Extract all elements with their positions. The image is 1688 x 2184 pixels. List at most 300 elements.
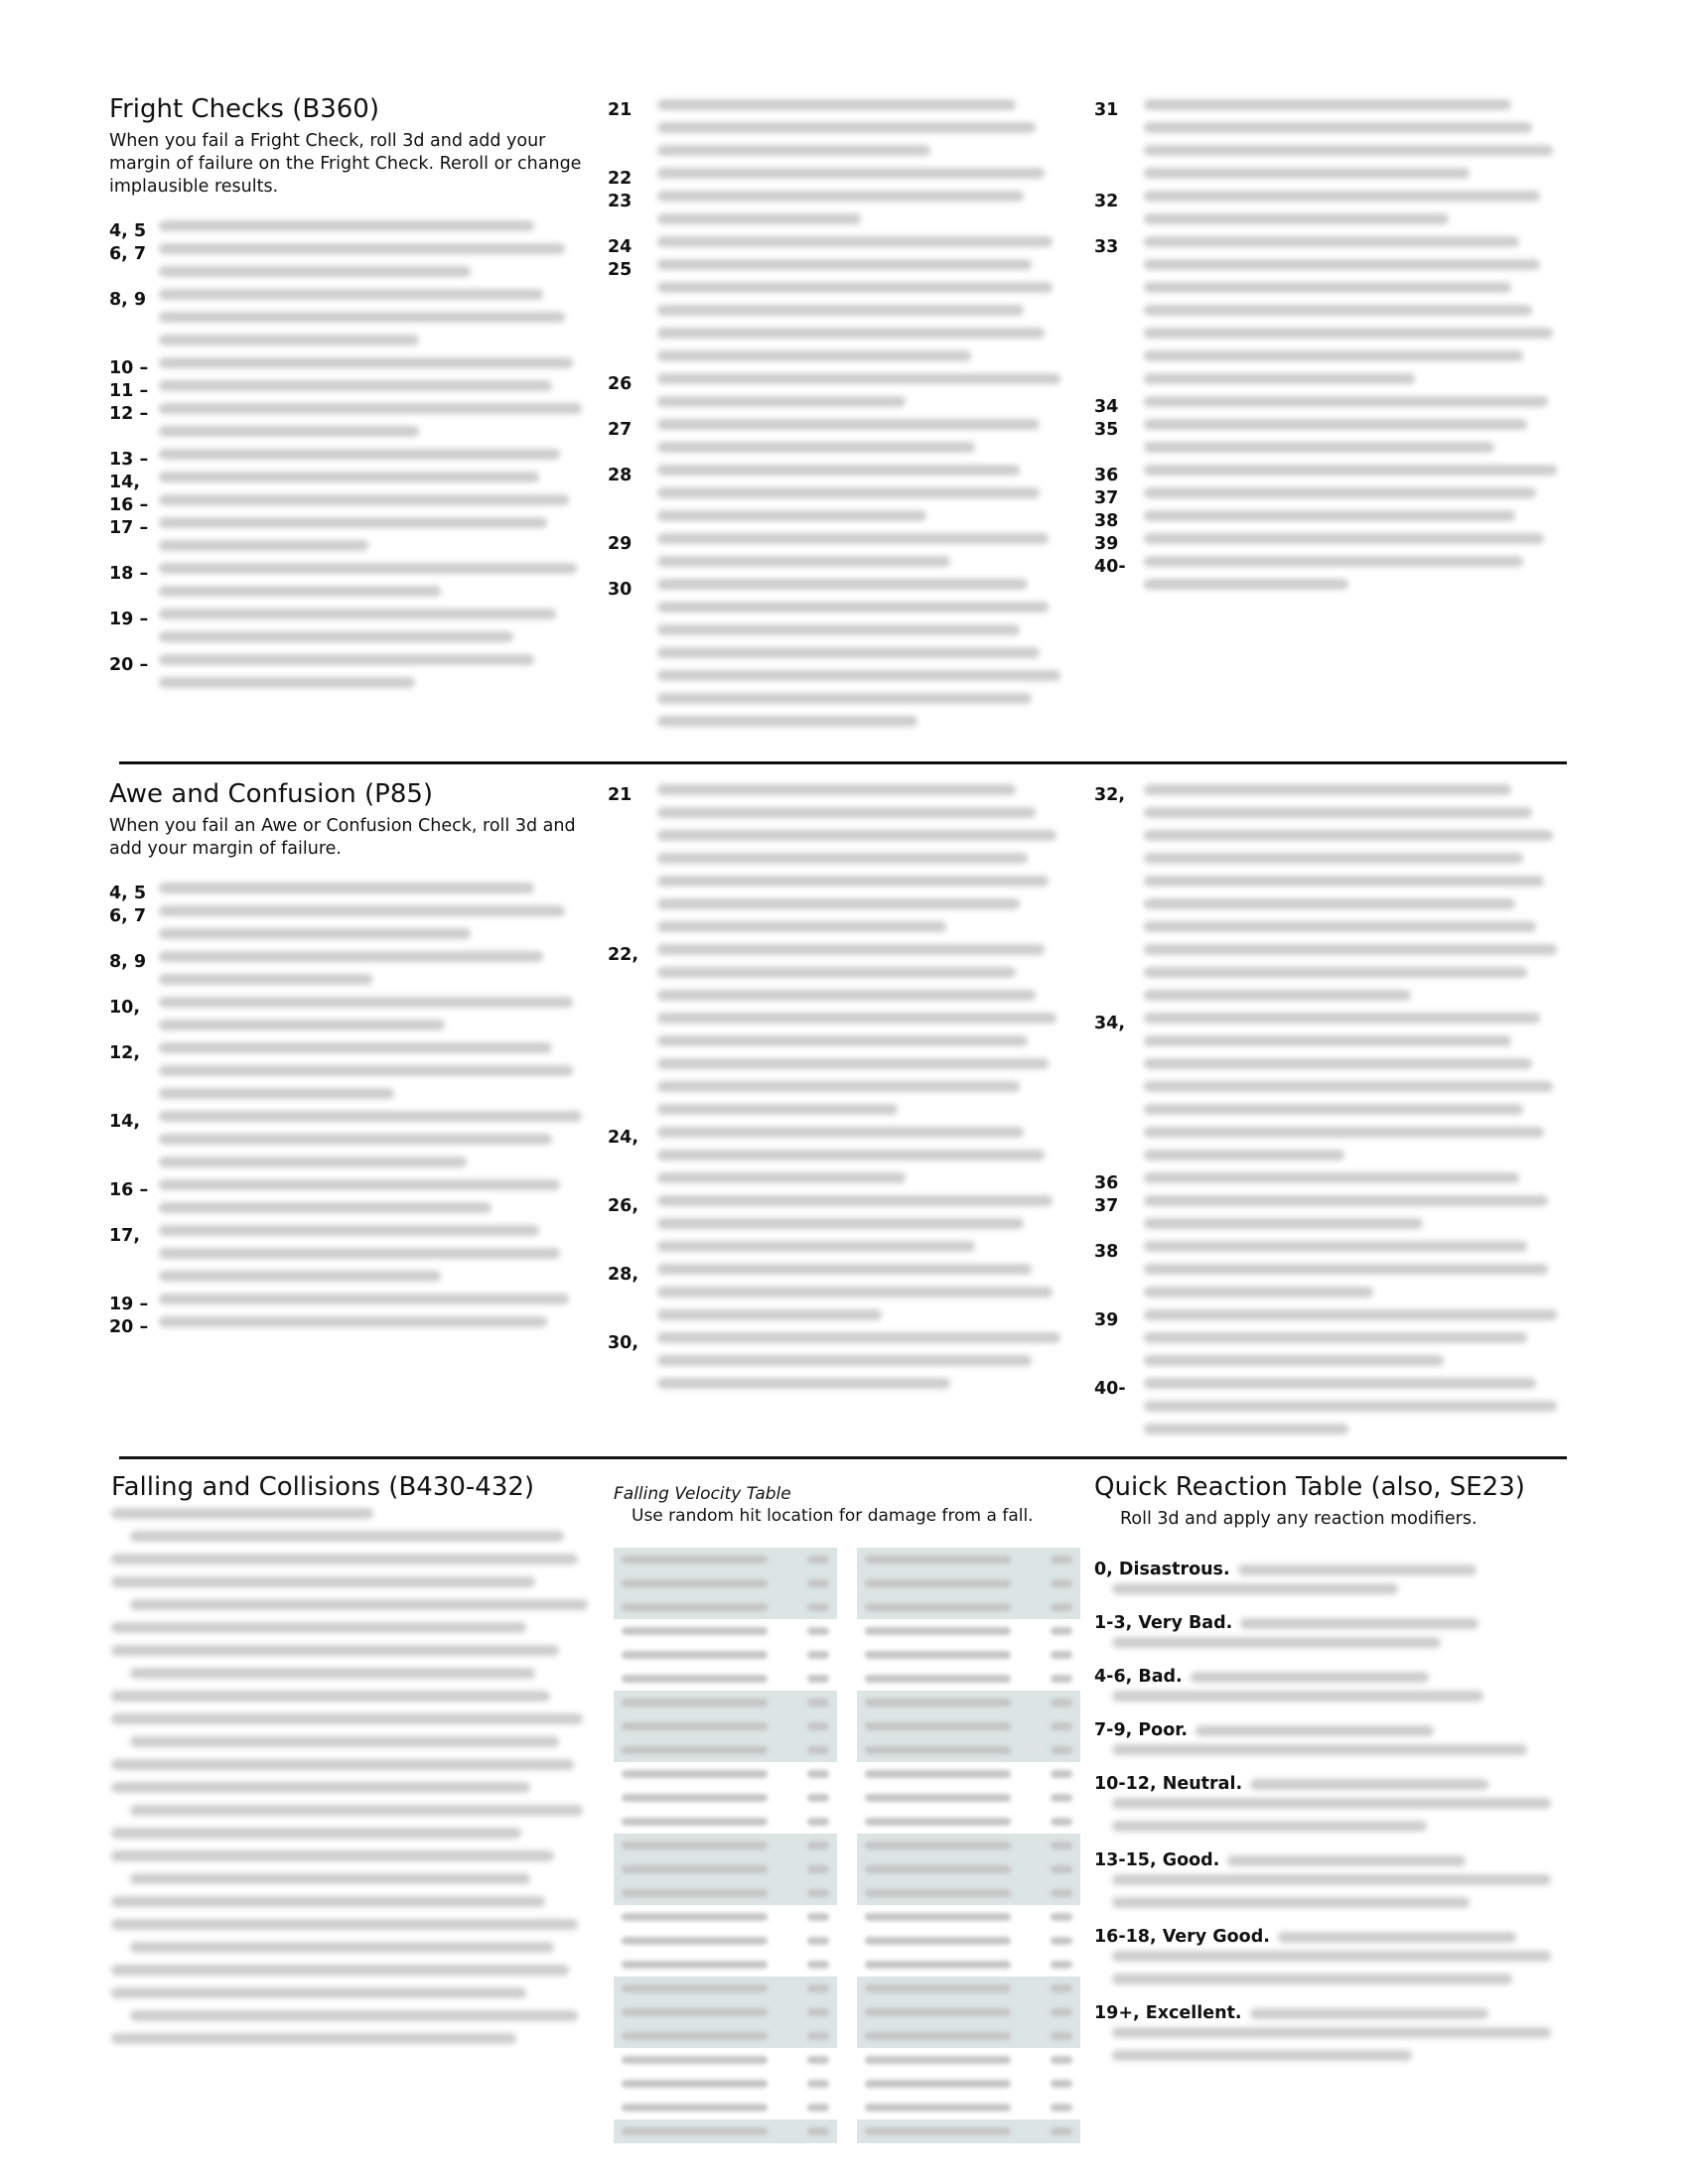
obscured-text-line — [111, 1576, 535, 1587]
entry-number: 30 — [608, 580, 633, 600]
obscured-text-line — [159, 1111, 582, 1122]
obscured-cell — [865, 2080, 1011, 2088]
list-item — [109, 1225, 586, 1282]
obscured-text-line — [657, 853, 1028, 864]
obscured-cell — [865, 2032, 1011, 2040]
obscured-cell — [865, 2056, 1011, 2064]
obscured-text-line — [1144, 373, 1415, 384]
obscured-cell — [807, 1675, 829, 1683]
obscured-cell — [1051, 1794, 1072, 1802]
obscured-cell — [1051, 1722, 1072, 1730]
obscured-text-line — [1144, 1241, 1527, 1252]
table-row — [857, 1691, 1080, 1714]
list-item — [608, 1264, 1064, 1320]
section-divider-1 — [119, 761, 1567, 764]
list-item — [608, 784, 1064, 932]
table-row — [614, 1881, 837, 1905]
fright-list-1 — [109, 220, 586, 688]
obscured-cell — [622, 1913, 768, 1921]
obscured-cell — [622, 1865, 768, 1873]
obscured-text-line — [159, 1020, 445, 1030]
obscured-cell — [1051, 1699, 1072, 1706]
table-row — [857, 1714, 1080, 1738]
table-row — [857, 1667, 1080, 1691]
obscured-text-line — [1144, 967, 1527, 978]
obscured-text-line — [159, 883, 534, 893]
table-row — [614, 1786, 837, 1810]
velocity-table-column — [857, 1548, 1080, 2143]
obscured-text-line — [111, 1691, 550, 1702]
obscured-text-line — [1144, 442, 1494, 453]
obscured-text-line — [1144, 807, 1532, 818]
awe-confusion-section — [109, 779, 1569, 1434]
obscured-text-line — [111, 1850, 554, 1861]
obscured-text-line — [159, 1202, 492, 1213]
list-item — [109, 243, 586, 277]
reaction-subtitle: Roll 3d and apply any reaction modifiers. — [1120, 1509, 1477, 1529]
obscured-cell — [807, 1889, 829, 1897]
table-row — [614, 1595, 837, 1619]
table-row — [857, 1548, 1080, 1571]
obscured-text-line — [159, 335, 419, 345]
obscured-text-line — [1196, 1725, 1434, 1736]
table-row — [857, 2119, 1080, 2143]
obscured-text-line — [159, 540, 368, 551]
table-row — [614, 2000, 837, 2024]
obscured-text-line — [657, 191, 1024, 202]
obscured-cell — [865, 2127, 1011, 2135]
obscured-text-line — [159, 609, 556, 619]
entry-number: 22 — [608, 169, 633, 189]
obscured-text-line — [1144, 350, 1523, 361]
entry-number: 25 — [608, 260, 633, 280]
reaction-item — [1094, 1773, 1571, 1832]
table-row — [857, 2000, 1080, 2024]
obscured-cell — [622, 1961, 768, 1969]
obscured-text-line — [657, 898, 1020, 909]
table-row — [857, 2048, 1080, 2072]
fright-checks-section — [109, 94, 1569, 750]
obscured-text-line — [657, 1309, 882, 1320]
list-item — [109, 380, 586, 401]
list-item — [1094, 465, 1561, 485]
entry-number: 38 — [1094, 511, 1119, 531]
list-item — [109, 1316, 586, 1337]
obscured-text-line — [1227, 1855, 1466, 1866]
list-item — [109, 1111, 586, 1167]
obscured-cell — [865, 1889, 1011, 1897]
obscured-text-line — [657, 693, 1032, 704]
table-row — [614, 2096, 837, 2119]
obscured-cell — [865, 1842, 1011, 1849]
table-row — [614, 1810, 837, 1834]
obscured-text-line — [657, 1378, 950, 1389]
entry-number: 39 — [1094, 1310, 1119, 1330]
list-item — [109, 357, 586, 378]
obscured-text-line — [130, 1873, 530, 1884]
entry-number: 36 — [1094, 1173, 1119, 1193]
obscured-text-line — [1278, 1932, 1516, 1943]
reaction-label: 16-18, Very Good. — [1094, 1927, 1270, 1947]
list-item — [1094, 1241, 1561, 1297]
list-item — [608, 1195, 1064, 1252]
obscured-text-line — [657, 396, 906, 407]
obscured-text-line — [111, 1759, 574, 1770]
table-row — [857, 1571, 1080, 1595]
obscured-text-line — [657, 1287, 1053, 1297]
obscured-text-line — [1144, 1195, 1548, 1206]
obscured-cell — [865, 1579, 1011, 1587]
list-item — [109, 951, 586, 985]
obscured-text-line — [159, 494, 569, 505]
list-item — [109, 997, 586, 1030]
obscured-cell — [865, 1675, 1011, 1683]
obscured-cell — [807, 2056, 829, 2064]
entry-number: 23 — [608, 192, 633, 211]
obscured-text-line — [657, 168, 1045, 179]
reaction-item — [1094, 1926, 1571, 1984]
obscured-cell — [1051, 1770, 1072, 1778]
list-item — [1094, 419, 1561, 453]
obscured-text-line — [1144, 1332, 1527, 1343]
obscured-text-line — [1144, 876, 1544, 887]
reaction-label: 4-6, Bad. — [1094, 1667, 1183, 1687]
obscured-text-line — [159, 1042, 552, 1053]
entry-number: 18 – — [109, 564, 149, 584]
entry-number: 10, — [109, 998, 141, 1018]
falling-col — [111, 1472, 588, 2056]
entry-number: 28 — [608, 466, 633, 485]
fright-title: Fright Checks (B360) — [109, 94, 379, 124]
reaction-item — [1094, 1719, 1571, 1755]
obscured-text-line — [1144, 1035, 1511, 1046]
obscured-cell — [622, 1794, 768, 1802]
reaction-label: 7-9, Poor. — [1094, 1720, 1189, 1740]
table-row — [857, 1857, 1080, 1881]
obscured-text-line — [657, 670, 1060, 681]
table-row — [614, 1548, 837, 1571]
obscured-cell — [1051, 1842, 1072, 1849]
obscured-text-line — [130, 1668, 535, 1679]
entry-number: 26, — [608, 1196, 639, 1216]
awe-col-3 — [1094, 779, 1561, 1446]
obscured-text-line — [159, 631, 513, 642]
list-item — [109, 1042, 586, 1099]
section-divider-2 — [119, 1456, 1567, 1459]
list-item — [608, 944, 1064, 1115]
obscured-text-line — [130, 2010, 578, 2021]
obscured-cell — [622, 2104, 768, 2112]
entry-number: 21 — [608, 785, 633, 805]
entry-number: 17, — [109, 1226, 141, 1246]
reaction-item — [1094, 2002, 1571, 2061]
obscured-text-line — [1144, 168, 1470, 179]
entry-number: 30, — [608, 1333, 639, 1353]
entry-number: 22, — [608, 945, 639, 965]
obscured-cell — [622, 2032, 768, 2040]
table-row — [857, 1810, 1080, 1834]
obscured-cell — [622, 1842, 768, 1849]
obscured-text-line — [159, 1248, 560, 1259]
entry-number: 24, — [608, 1128, 639, 1148]
entry-number: 8, 9 — [109, 952, 147, 972]
list-item — [608, 419, 1064, 453]
obscured-text-line — [130, 1599, 588, 1610]
table-row — [857, 1977, 1080, 2000]
obscured-text-line — [159, 357, 573, 368]
list-item — [109, 609, 586, 642]
obscured-text-line — [657, 1355, 1032, 1366]
entry-number: 20 – — [109, 1317, 149, 1337]
table-row — [857, 1643, 1080, 1667]
obscured-text-line — [111, 1782, 530, 1793]
obscured-text-line — [1144, 556, 1523, 567]
obscured-cell — [807, 1699, 829, 1706]
obscured-text-line — [1144, 1309, 1557, 1320]
table-row — [857, 1619, 1080, 1643]
obscured-cell — [1051, 1627, 1072, 1635]
entry-number: 32 — [1094, 192, 1119, 211]
list-item — [109, 1179, 586, 1213]
obscured-text-line — [111, 1713, 583, 1724]
obscured-cell — [807, 2032, 829, 2040]
obscured-cell — [865, 1722, 1011, 1730]
obscured-text-line — [159, 1179, 560, 1190]
list-item — [109, 472, 586, 492]
obscured-text-line — [159, 563, 577, 574]
obscured-text-line — [1250, 2008, 1488, 2019]
list-item — [109, 883, 586, 903]
falling-title: Falling and Collisions (B430-432) — [111, 1472, 535, 1502]
reaction-label: 0, Disastrous. — [1094, 1560, 1230, 1579]
list-item — [109, 289, 586, 345]
table-row — [614, 1714, 837, 1738]
list-item — [608, 465, 1064, 521]
list-item — [608, 579, 1064, 727]
obscured-cell — [865, 1961, 1011, 1969]
reaction-label: 13-15, Good. — [1094, 1850, 1220, 1870]
obscured-cell — [807, 1556, 829, 1564]
obscured-text-line — [159, 312, 565, 323]
obscured-text-line — [111, 1919, 578, 1930]
awe-list-1 — [109, 883, 586, 1337]
table-row — [857, 1834, 1080, 1857]
list-item — [1094, 556, 1561, 590]
entry-number: 27 — [608, 420, 633, 440]
obscured-text-line — [657, 350, 971, 361]
entry-number: 14, — [109, 1112, 141, 1132]
list-item — [109, 1294, 586, 1314]
obscured-text-line — [111, 1965, 569, 1976]
obscured-text-line — [657, 1081, 1020, 1092]
table-row — [614, 1929, 837, 1953]
obscured-text-line — [657, 624, 1020, 635]
obscured-text-line — [657, 465, 1020, 476]
obscured-text-line — [1144, 944, 1557, 955]
obscured-cell — [622, 1603, 768, 1611]
list-item — [608, 168, 1064, 189]
obscured-cell — [865, 2104, 1011, 2112]
obscured-cell — [1051, 2104, 1072, 2112]
obscured-cell — [807, 1651, 829, 1659]
list-item — [608, 373, 1064, 407]
obscured-text-line — [111, 1554, 578, 1565]
entry-number: 40- — [1094, 557, 1126, 577]
table-row — [614, 1619, 837, 1643]
obscured-text-line — [1144, 1401, 1557, 1412]
obscured-text-line — [1112, 1897, 1470, 1908]
obscured-text-line — [1144, 282, 1511, 293]
entry-number: 34, — [1094, 1014, 1126, 1033]
fright-list-2 — [608, 99, 1064, 727]
obscured-text-line — [1144, 1172, 1519, 1183]
obscured-cell — [622, 2127, 768, 2135]
obscured-cell — [865, 1603, 1011, 1611]
obscured-text-line — [1144, 259, 1540, 270]
obscured-cell — [807, 1770, 829, 1778]
table-row — [614, 1667, 837, 1691]
entry-number: 37 — [1094, 1196, 1119, 1216]
obscured-cell — [1051, 2080, 1072, 2088]
reaction-label: 1-3, Very Bad. — [1094, 1613, 1233, 1633]
obscured-text-line — [1144, 1264, 1548, 1275]
reaction-item — [1094, 1612, 1571, 1648]
obscured-text-line — [657, 1058, 1049, 1069]
obscured-text-line — [657, 510, 926, 521]
obscured-text-line — [657, 305, 1024, 316]
entry-number: 12, — [109, 1043, 141, 1063]
obscured-cell — [1051, 1984, 1072, 1992]
obscured-text-line — [1144, 898, 1515, 909]
obscured-text-line — [1144, 1150, 1344, 1160]
obscured-cell — [1051, 1746, 1072, 1754]
obscured-text-line — [1112, 2050, 1412, 2061]
obscured-text-line — [1144, 305, 1532, 316]
obscured-text-line — [111, 1508, 373, 1519]
obscured-cell — [622, 1579, 768, 1587]
obscured-cell — [622, 1675, 768, 1683]
table-row — [614, 1643, 837, 1667]
obscured-cell — [1051, 2056, 1072, 2064]
obscured-text-line — [111, 1896, 545, 1907]
obscured-cell — [865, 1770, 1011, 1778]
list-item — [1094, 191, 1561, 224]
obscured-cell — [622, 1770, 768, 1778]
obscured-text-line — [1144, 122, 1532, 133]
obscured-text-line — [1112, 2027, 1551, 2038]
obscured-cell — [622, 1556, 768, 1564]
obscured-text-line — [159, 951, 543, 962]
obscured-cell — [622, 1984, 768, 1992]
obscured-cell — [807, 1865, 829, 1873]
obscured-text-line — [130, 1805, 583, 1816]
obscured-cell — [865, 1556, 1011, 1564]
obscured-cell — [622, 2056, 768, 2064]
obscured-cell — [622, 2080, 768, 2088]
list-item — [1094, 510, 1561, 531]
obscured-text-line — [657, 373, 1060, 384]
obscured-text-line — [1144, 784, 1511, 795]
obscured-cell — [807, 1603, 829, 1611]
obscured-text-line — [657, 1104, 898, 1115]
table-row — [614, 2072, 837, 2096]
entry-number: 4, 5 — [109, 221, 147, 241]
obscured-text-line — [1144, 830, 1553, 841]
obscured-text-line — [1144, 1127, 1544, 1138]
obscured-text-line — [1112, 1583, 1398, 1594]
obscured-text-line — [159, 677, 415, 688]
obscured-cell — [622, 1627, 768, 1635]
list-item — [1094, 1013, 1561, 1160]
list-item — [1094, 236, 1561, 384]
obscured-cell — [807, 2080, 829, 2088]
entry-number: 32, — [1094, 785, 1126, 805]
velocity-table-column — [614, 1548, 837, 2143]
obscured-cell — [807, 2008, 829, 2016]
obscured-cell — [807, 1722, 829, 1730]
fright-col-3 — [1094, 94, 1561, 602]
table-row — [614, 1762, 837, 1786]
entry-number: 40- — [1094, 1379, 1126, 1399]
obscured-text-line — [159, 1271, 441, 1282]
table-row — [857, 1595, 1080, 1619]
table-row — [614, 1571, 837, 1595]
list-item — [109, 494, 586, 515]
table-row — [857, 1738, 1080, 1762]
obscured-text-line — [130, 1531, 564, 1542]
obscured-text-line — [159, 403, 582, 414]
obscured-text-line — [657, 1035, 1028, 1046]
obscured-text-line — [657, 921, 946, 932]
obscured-text-line — [111, 2033, 516, 2044]
obscured-text-line — [1144, 487, 1536, 498]
obscured-text-line — [657, 122, 1036, 133]
table-row — [614, 2048, 837, 2072]
entry-number: 11 – — [109, 381, 149, 401]
obscured-text-line — [657, 1150, 1045, 1160]
obscured-text-line — [1144, 510, 1515, 521]
reaction-item — [1094, 1849, 1571, 1908]
entry-number: 16 – — [109, 1180, 149, 1200]
obscured-text-line — [657, 944, 1045, 955]
obscured-cell — [1051, 1818, 1072, 1826]
obscured-text-line — [657, 236, 1053, 247]
table-row — [857, 1929, 1080, 1953]
obscured-text-line — [657, 442, 975, 453]
obscured-text-line — [1144, 1104, 1523, 1115]
obscured-cell — [865, 1746, 1011, 1754]
entry-number: 21 — [608, 100, 633, 120]
list-item — [608, 236, 1064, 257]
obscured-text-line — [1144, 1378, 1536, 1389]
obscured-text-line — [1144, 990, 1411, 1001]
obscured-text-line — [159, 220, 534, 231]
obscured-text-line — [1112, 1821, 1427, 1832]
velocity-subtitle: Use random hit location for damage from a fall. — [632, 1506, 1034, 1526]
obscured-text-line — [159, 449, 560, 460]
obscured-text-line — [657, 1218, 1024, 1229]
obscured-cell — [1051, 1865, 1072, 1873]
obscured-cell — [622, 2008, 768, 2016]
obscured-text-line — [111, 1622, 526, 1633]
obscured-text-line — [1144, 921, 1536, 932]
obscured-text-line — [1144, 579, 1348, 590]
obscured-text-line — [159, 472, 539, 482]
obscured-text-line — [1191, 1672, 1429, 1683]
table-row — [614, 1857, 837, 1881]
obscured-cell — [1051, 1889, 1072, 1897]
obscured-text-line — [159, 1134, 552, 1145]
